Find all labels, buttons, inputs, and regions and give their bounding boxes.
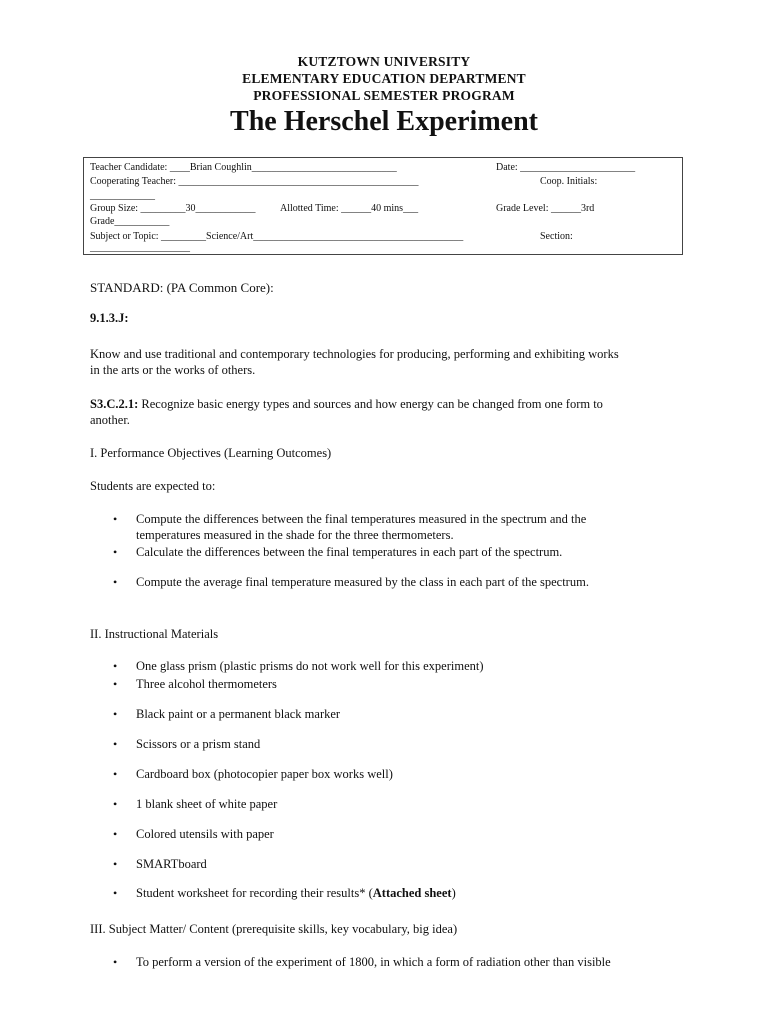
bullet-icon: •	[113, 545, 118, 559]
bullet-icon: •	[113, 575, 118, 589]
teacher-candidate-field: Teacher Candidate: ____Brian Coughlin_____________________________	[90, 162, 397, 173]
page-title: The Herschel Experiment	[230, 106, 538, 137]
subject-matter-heading: III. Subject Matter/ Content (prerequisite skills, key vocabulary, big idea)	[90, 922, 458, 936]
standard-text-line: Know and use traditional and contemporary technologies for producing, performing and exhibiting works	[90, 347, 619, 361]
materials-heading: II. Instructional Materials	[90, 627, 219, 641]
standard-heading: STANDARD: (PA Common Core):	[90, 280, 274, 295]
objective-item: Compute the differences between the final temperatures measured in the spectrum and the	[136, 512, 587, 526]
date-field: Date: _______________________	[496, 162, 636, 173]
worksheet-close-paren: )	[451, 886, 456, 900]
standard-text-s3: Recognize basic energy types and sources and how energy can be changed from one form to	[138, 397, 603, 411]
group-size-field: Group Size: _________30____________	[90, 203, 256, 214]
bullet-icon: •	[113, 797, 118, 811]
university-name: KUTZTOWN UNIVERSITY	[297, 54, 471, 69]
bullet-icon: •	[113, 707, 118, 721]
program-name: PROFESSIONAL SEMESTER PROGRAM	[253, 88, 515, 103]
bullet-icon: •	[113, 737, 118, 751]
allotted-time-field: Allotted Time: ______40 mins___	[280, 203, 419, 214]
bullet-icon: •	[113, 677, 118, 691]
subject-blank-line: ____________________	[90, 242, 190, 253]
bullet-icon: •	[113, 857, 118, 871]
material-item: One glass prism (plastic prisms do not work well for this experiment)	[136, 659, 484, 673]
standard-code-s3: S3.C.2.1:	[90, 397, 139, 411]
bullet-icon: •	[113, 512, 118, 526]
standard-text-line: another.	[90, 413, 130, 427]
standard-s3-c-2-1	[90, 397, 603, 412]
bullet-icon: •	[113, 659, 118, 673]
objectives-heading: I. Performance Objectives (Learning Outcomes)	[90, 446, 332, 460]
material-item: 1 blank sheet of white paper	[136, 797, 278, 811]
blank-line: _____________	[90, 190, 155, 201]
material-item: SMARTboard	[136, 857, 207, 871]
objective-item-continued: temperatures measured in the shade for the three thermometers.	[136, 528, 454, 542]
material-item: Colored utensils with paper	[136, 827, 274, 841]
material-item-worksheet	[136, 886, 456, 901]
bullet-icon: •	[113, 827, 118, 841]
cooperating-teacher-field: Cooperating Teacher: ________________________________________________	[90, 176, 419, 187]
lesson-info-box	[83, 157, 683, 255]
standard-code-9-1-3-j: 9.1.3.J:	[90, 311, 129, 325]
attached-sheet-label: Attached sheet	[372, 886, 452, 900]
material-item: Three alcohol thermometers	[136, 677, 277, 691]
bullet-icon: •	[113, 955, 118, 969]
grade-field: Grade___________	[90, 216, 170, 227]
subject-matter-item: To perform a version of the experiment of 1800, in which a form of radiation other than visible	[136, 955, 611, 969]
bullet-icon: •	[113, 886, 118, 900]
material-item: Cardboard box (photocopier paper box works well)	[136, 767, 393, 781]
section-label: Section:	[540, 231, 573, 242]
grade-level-field: Grade Level: ______3rd	[496, 203, 595, 214]
bullet-icon: •	[113, 767, 118, 781]
subject-field: Subject or Topic: _________Science/Art__________________________________________	[90, 231, 464, 242]
material-item: Scissors or a prism stand	[136, 737, 261, 751]
material-item: Black paint or a permanent black marker	[136, 707, 341, 721]
coop-initials-label: Coop. Initials:	[540, 176, 598, 187]
objective-item: Compute the average final temperature measured by the class in each part of the spectrum.	[136, 575, 589, 589]
standard-text-line: in the arts or the works of others.	[90, 363, 256, 377]
worksheet-text: Student worksheet for recording their results* (	[136, 886, 373, 900]
objective-item: Calculate the differences between the final temperatures in each part of the spectrum.	[136, 545, 563, 559]
objectives-intro: Students are expected to:	[90, 479, 216, 493]
department-name: ELEMENTARY EDUCATION DEPARTMENT	[242, 71, 526, 86]
